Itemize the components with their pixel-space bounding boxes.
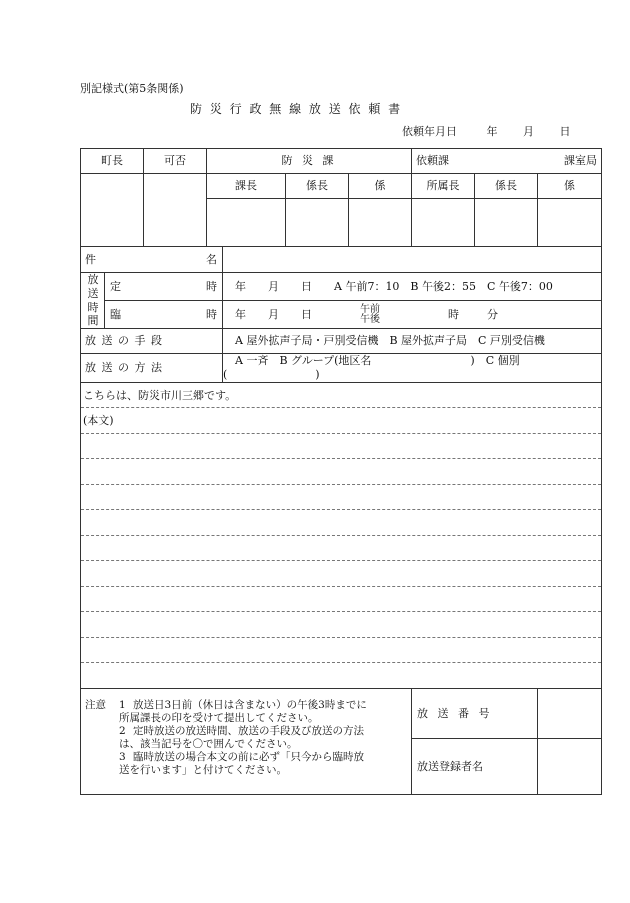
decision-stamp[interactable]	[144, 174, 207, 247]
temporary-time-field[interactable]	[223, 301, 602, 329]
body-line[interactable]	[81, 663, 601, 688]
hour-label: 時	[448, 307, 459, 321]
body-line[interactable]	[81, 510, 601, 536]
form-title: 防 災 行 政 無 線 放 送 依 頼 書	[190, 102, 403, 116]
kacho-stamp[interactable]	[207, 199, 286, 247]
notes-section: 注意 1 放送日3日前（休日は含まない）の午後3時までに 所属課長の印を受けて提出してください。 2 定時放送の放送時間、放送の手段及び放送の方法 は、該当記号を〇で囲んでください。 3 臨時放送の場合本文の前に必ず「只今から臨時放 送を行います」と付けてください。	[81, 689, 412, 795]
am-pm-choice[interactable]: 午前 午後	[360, 303, 380, 325]
disaster-dept-header: 防 災 課	[207, 149, 412, 174]
subject-field[interactable]	[223, 247, 602, 273]
decision-header: 可否	[144, 149, 207, 174]
body-line[interactable]	[81, 434, 601, 460]
broadcast-method-options[interactable]: A 一斉 B グループ(地区名 ) C 個別( )	[223, 354, 602, 383]
notes-heading: 注意	[85, 698, 106, 711]
kakari2-header: 係	[538, 174, 602, 199]
kakari-stamp[interactable]	[349, 199, 412, 247]
regular-time-options[interactable]: 年 月 日 A 午前7：10 B 午後2：55 C 午後7：00	[223, 273, 602, 301]
temporary-time-label: 臨 時	[105, 301, 223, 329]
registrant-field[interactable]	[538, 739, 602, 795]
requesting-dept-label: 依頼課	[416, 154, 449, 168]
body-line[interactable]	[81, 612, 601, 638]
shozokucho-stamp[interactable]	[412, 199, 475, 247]
broadcast-means-label: 放 送 の 手 段	[81, 329, 223, 354]
regular-time-label: 定 時	[105, 273, 223, 301]
body-label-line: (本文)	[81, 408, 601, 434]
subject-label: 件 名	[81, 247, 223, 273]
form-reference: 別記様式(第5条関係)	[80, 82, 184, 95]
temporary-date: 年 月 日	[235, 307, 312, 321]
town-mayor-stamp[interactable]	[81, 174, 144, 247]
kakaricho2-header: 係長	[475, 174, 538, 199]
body-line[interactable]	[81, 638, 601, 664]
request-date-label: 依頼年月日	[402, 125, 457, 138]
kakaricho-stamp[interactable]	[286, 199, 349, 247]
body-line[interactable]	[81, 561, 601, 587]
broadcast-means-options[interactable]: A 屋外拡声子局・戸別受信機 B 屋外拡声子局 C 戸別受信機	[223, 329, 602, 354]
kakari-header: 係	[349, 174, 412, 199]
registrant-label: 放送登録者名	[412, 739, 538, 795]
request-date	[402, 126, 571, 137]
shozokucho-header: 所属長	[412, 174, 475, 199]
kakaricho2-stamp[interactable]	[475, 199, 538, 247]
request-form-table	[80, 148, 602, 795]
broadcast-method-label: 放 送 の 方 法	[81, 354, 223, 383]
requesting-dept-header	[412, 149, 602, 174]
kakari2-stamp[interactable]	[538, 199, 602, 247]
broadcast-body[interactable]	[81, 382, 602, 689]
body-line[interactable]	[81, 536, 601, 562]
broadcast-time-label: 放送時間	[81, 273, 105, 329]
body-opening-line: こちらは、防災市川三郷です。	[81, 383, 601, 409]
kakaricho-header: 係長	[286, 174, 349, 199]
month-label[interactable]: 月	[523, 125, 534, 138]
town-mayor-header: 町長	[81, 149, 144, 174]
dept-office-label: 課室局	[564, 154, 597, 168]
minute-label: 分	[487, 307, 498, 321]
body-line[interactable]	[81, 485, 601, 511]
body-line[interactable]	[81, 587, 601, 613]
day-label[interactable]: 日	[559, 125, 571, 138]
kacho-header: 課長	[207, 174, 286, 199]
broadcast-number-label: 放 送 番 号	[412, 689, 538, 739]
broadcast-number-field[interactable]	[538, 689, 602, 739]
year-label[interactable]: 年	[486, 125, 498, 138]
body-line[interactable]	[81, 459, 601, 485]
